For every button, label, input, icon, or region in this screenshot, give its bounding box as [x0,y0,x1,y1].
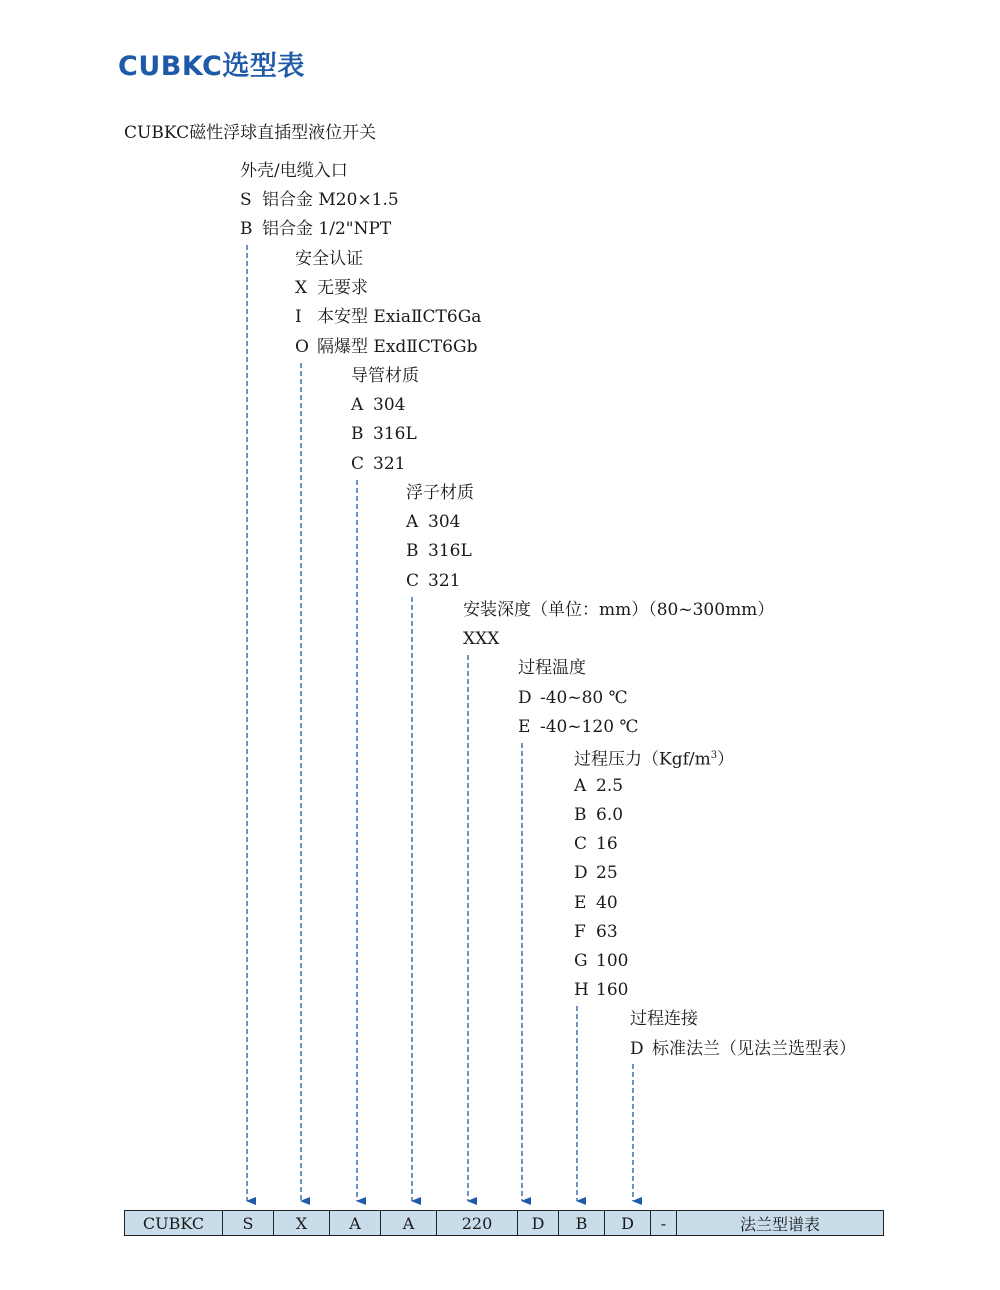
code-cell-process-connection: D [605,1211,651,1236]
code-cell-tube-material: A [330,1211,381,1236]
option-row: D 标准法兰（见法兰选型表） [630,1039,856,1059]
code-cell-series: CUBKC [125,1211,223,1236]
code-cell-process-temperature: D [518,1211,559,1236]
option-row: I 本安型 ExiaⅡCT6Ga [295,307,482,327]
page-title: CUBKC选型表 [118,51,305,82]
option-row: E 40 [574,893,618,913]
product-subtitle: CUBKC磁性浮球直插型液位开关 [124,123,377,143]
option-row: G 100 [574,951,629,971]
option-row: B 铝合金 1/2"NPT [240,219,392,239]
option-row: B 6.0 [574,805,624,825]
option-row: B 316L [351,424,417,444]
model-code-example [124,1210,884,1236]
option-row: X 无要求 [295,278,368,298]
option-row: D -40~80 ℃ [518,688,628,708]
code-cell-flange-spec: 法兰型谱表 [677,1211,884,1236]
option-row: A 2.5 [574,776,624,796]
option-row: XXX [463,629,500,649]
option-row: S 铝合金 M20×1.5 [240,190,399,210]
group-heading-install-depth: 安装深度（单位：mm）（80~300mm） [463,600,775,620]
group-heading-tube-material: 导管材质 [351,366,419,386]
group-heading-process-temperature: 过程温度 [518,658,586,678]
code-cell-housing: S [223,1211,274,1236]
option-row: D 25 [574,863,618,883]
option-row: A 304 [351,395,406,415]
group-heading-float-material: 浮子材质 [406,483,474,503]
group-heading-process-connection: 过程连接 [630,1009,698,1029]
option-row: C 321 [406,571,461,591]
option-row: H 160 [574,980,629,1000]
code-cell-separator: - [651,1211,677,1236]
code-cell-certification: X [274,1211,330,1236]
option-row: O 隔爆型 ExdⅡCT6Gb [295,337,478,357]
code-cell-process-pressure: B [559,1211,605,1236]
option-row: E -40~120 ℃ [518,717,639,737]
group-heading-certification: 安全认证 [295,249,363,269]
option-row: B 316L [406,541,472,561]
option-row: F 63 [574,922,618,942]
group-heading-housing: 外壳/电缆入口 [240,161,348,181]
option-row: C 16 [574,834,618,854]
option-row: C 321 [351,454,406,474]
option-row: A 304 [406,512,461,532]
code-cell-float-material: A [381,1211,437,1236]
code-cell-install-depth: 220 [437,1211,518,1236]
group-heading-process-pressure: 过程压力$(Kgf/m^3)$ [574,749,735,770]
